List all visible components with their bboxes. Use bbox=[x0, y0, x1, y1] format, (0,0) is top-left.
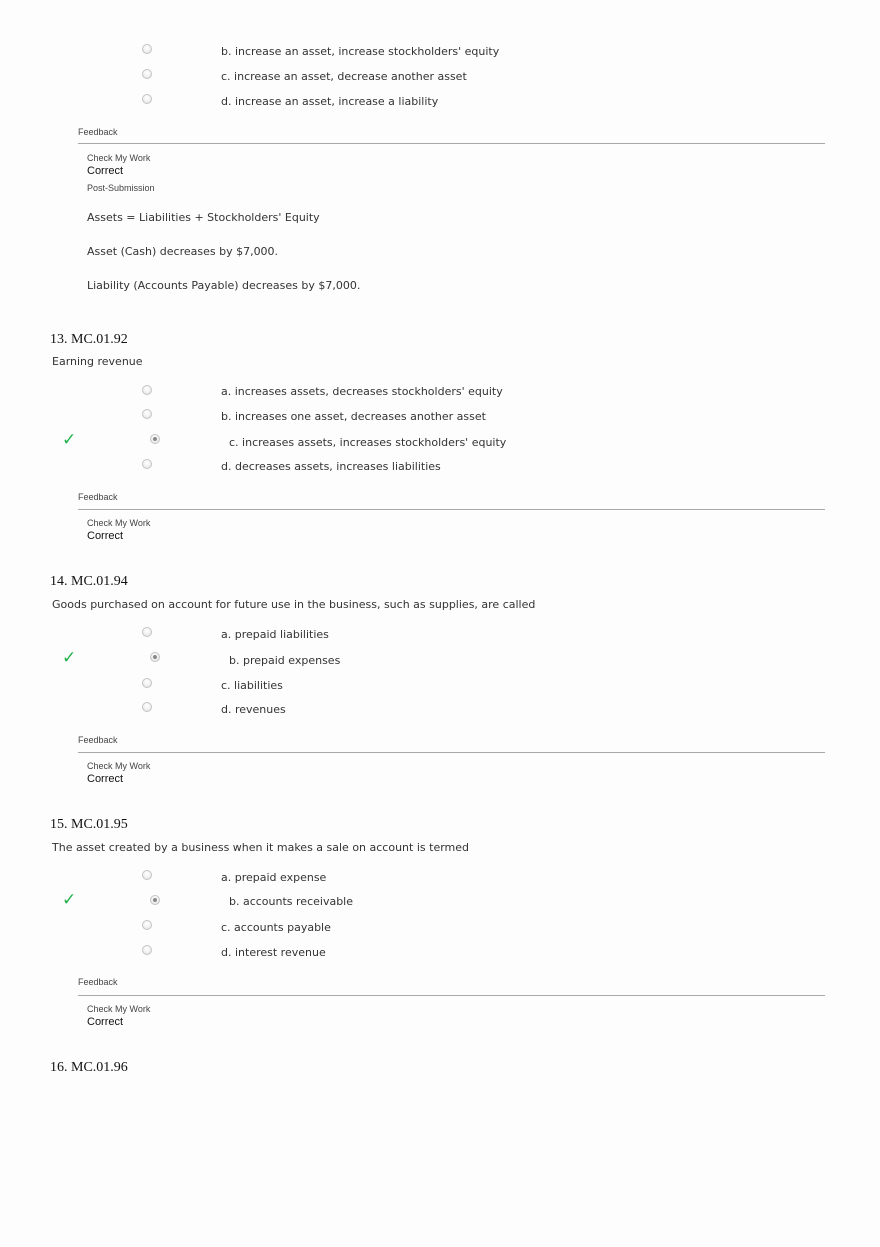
option-a-label: a. increases assets, decreases stockholders' equity bbox=[221, 385, 503, 398]
option-b-radio[interactable] bbox=[142, 409, 152, 419]
option-b-label: b. prepaid expenses bbox=[229, 654, 341, 667]
question-title: 16. MC.01.96 bbox=[50, 1060, 128, 1075]
option-d-radio[interactable] bbox=[142, 702, 152, 712]
option-d-label: d. interest revenue bbox=[221, 946, 326, 959]
post-submission-label: Post-Submission bbox=[87, 183, 155, 193]
option-a-radio[interactable] bbox=[142, 385, 152, 395]
question-title: 15. MC.01.95 bbox=[50, 817, 128, 832]
explanation-line: Liability (Accounts Payable) decreases by $7,000. bbox=[87, 279, 361, 292]
option-b-radio-selected[interactable] bbox=[150, 895, 160, 905]
option-a-label: a. prepaid liabilities bbox=[221, 628, 329, 641]
correct-check-icon: ✓ bbox=[62, 648, 77, 668]
check-my-work-link[interactable]: Check My Work bbox=[87, 1004, 151, 1014]
option-a-radio[interactable] bbox=[142, 627, 152, 637]
question-text: The asset created by a business when it makes a sale on account is termed bbox=[52, 841, 470, 854]
feedback-divider bbox=[78, 509, 825, 510]
option-b-radio[interactable] bbox=[142, 44, 152, 54]
explanation-line: Assets = Liabilities + Stockholders' Equity bbox=[87, 211, 320, 224]
option-d-radio[interactable] bbox=[142, 945, 152, 955]
option-b-label: b. increases one asset, decreases another asset bbox=[221, 410, 486, 423]
question-title: 13. MC.01.92 bbox=[50, 332, 128, 347]
feedback-label: Feedback bbox=[78, 127, 118, 137]
option-d-label: d. increase an asset, increase a liability bbox=[221, 95, 439, 108]
option-d-radio[interactable] bbox=[142, 94, 152, 104]
option-c-radio[interactable] bbox=[142, 678, 152, 688]
question-text: Goods purchased on account for future use in the business, such as supplies, are called bbox=[52, 598, 536, 611]
result-text: Correct bbox=[87, 165, 124, 177]
feedback-label: Feedback bbox=[78, 977, 118, 987]
option-c-label: c. increase an asset, decrease another asset bbox=[221, 70, 467, 83]
check-my-work-link[interactable]: Check My Work bbox=[87, 761, 151, 771]
option-c-label: c. liabilities bbox=[221, 679, 283, 692]
option-c-label: c. accounts payable bbox=[221, 921, 331, 934]
option-a-label: a. prepaid expense bbox=[221, 871, 327, 884]
option-c-radio[interactable] bbox=[142, 920, 152, 930]
result-text: Correct bbox=[87, 530, 124, 542]
correct-check-icon: ✓ bbox=[62, 430, 77, 450]
option-b-label: b. increase an asset, increase stockholders' equity bbox=[221, 45, 500, 58]
explanation-line: Asset (Cash) decreases by $7,000. bbox=[87, 245, 279, 258]
check-my-work-link[interactable]: Check My Work bbox=[87, 153, 151, 163]
option-d-radio[interactable] bbox=[142, 459, 152, 469]
option-a-radio[interactable] bbox=[142, 870, 152, 880]
feedback-label: Feedback bbox=[78, 492, 118, 502]
check-my-work-link[interactable]: Check My Work bbox=[87, 518, 151, 528]
result-text: Correct bbox=[87, 773, 124, 785]
result-text: Correct bbox=[87, 1016, 124, 1028]
option-d-label: d. decreases assets, increases liabilities bbox=[221, 460, 441, 473]
feedback-divider bbox=[78, 995, 825, 996]
question-text: Earning revenue bbox=[52, 355, 143, 368]
feedback-label: Feedback bbox=[78, 735, 118, 745]
feedback-divider bbox=[78, 143, 825, 144]
option-c-radio[interactable] bbox=[142, 69, 152, 79]
option-c-radio-selected[interactable] bbox=[150, 434, 160, 444]
option-b-radio-selected[interactable] bbox=[150, 652, 160, 662]
option-c-label: c. increases assets, increases stockholders' equity bbox=[229, 436, 507, 449]
option-d-label: d. revenues bbox=[221, 703, 286, 716]
feedback-divider bbox=[78, 752, 825, 753]
correct-check-icon: ✓ bbox=[62, 890, 77, 910]
question-title: 14. MC.01.94 bbox=[50, 574, 128, 589]
option-b-label: b. accounts receivable bbox=[229, 895, 354, 908]
